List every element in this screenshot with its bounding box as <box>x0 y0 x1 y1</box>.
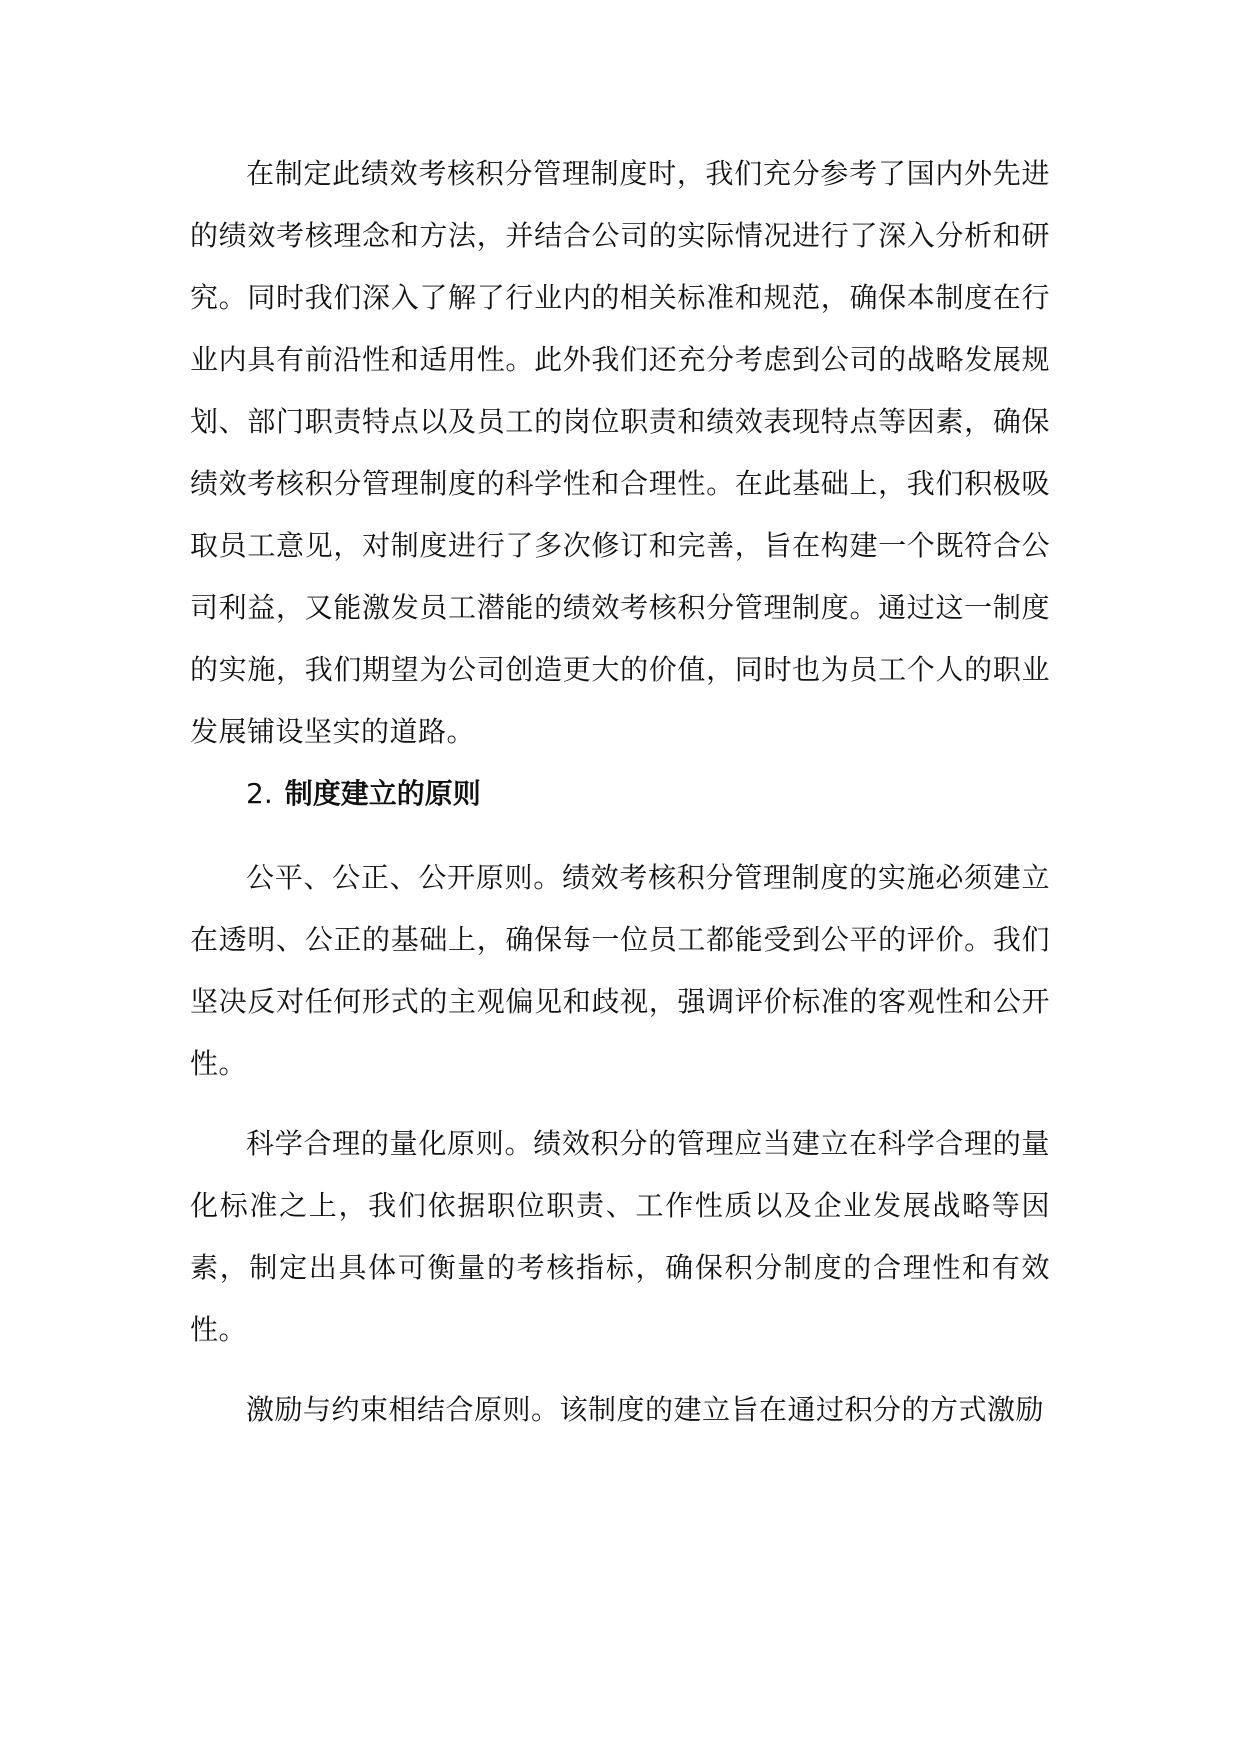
incentive-paragraph: 激励与约束相结合原则。该制度的建立旨在通过积分的方式激励 <box>246 1393 1045 1426</box>
quantification-paragraph: 科学合理的量化原则。绩效积分的管理应当建立在科学合理的量化标准之上，我们依据职位职责、工作性质以及企业发展战略等因素，制定出具体可衡量的考核指标，确保积分制度的合理性和有效性。 <box>190 1127 1050 1346</box>
intro-paragraph: 在制定此绩效考核积分管理制度时，我们充分参考了国内外先进的绩效考核理念和方法，并结合公司的实际情况进行了深入分析和研究。同时我们深入了解了行业内的相关标准和规范，确保本制度在行业内具有前沿性和适用性。此外我们还充分考虑到公司的战略发展规划、部门职责特点以及员工的岗位职责和绩效表现特点等因素，确保绩效考核积分管理制度的科学性和合理性。在此基础上，我们积极吸取员工意见，对制度进行了多次修订和完善，旨在构建一个既符合公司利益，又能激发员工潜能的绩效考核积分管理制度。通过这一制度的实施，我们期望为公司创造更大的价值，同时也为员工个人的职业发展铺设坚实的道路。 <box>190 157 1050 748</box>
fairness-paragraph: 公平、公正、公开原则。绩效考核积分管理制度的实施必须建立在透明、公正的基础上，确保每一位员工都能受到公平的评价。我们坚决反对任何形式的主观偏见和歧视，强调评价标准的客观性和公开性。 <box>190 861 1050 1080</box>
section-title: 制度建立的原则 <box>284 777 481 810</box>
section-number: 2. <box>246 777 273 810</box>
document-page <box>190 143 1050 1441</box>
section-heading <box>190 763 1050 825</box>
